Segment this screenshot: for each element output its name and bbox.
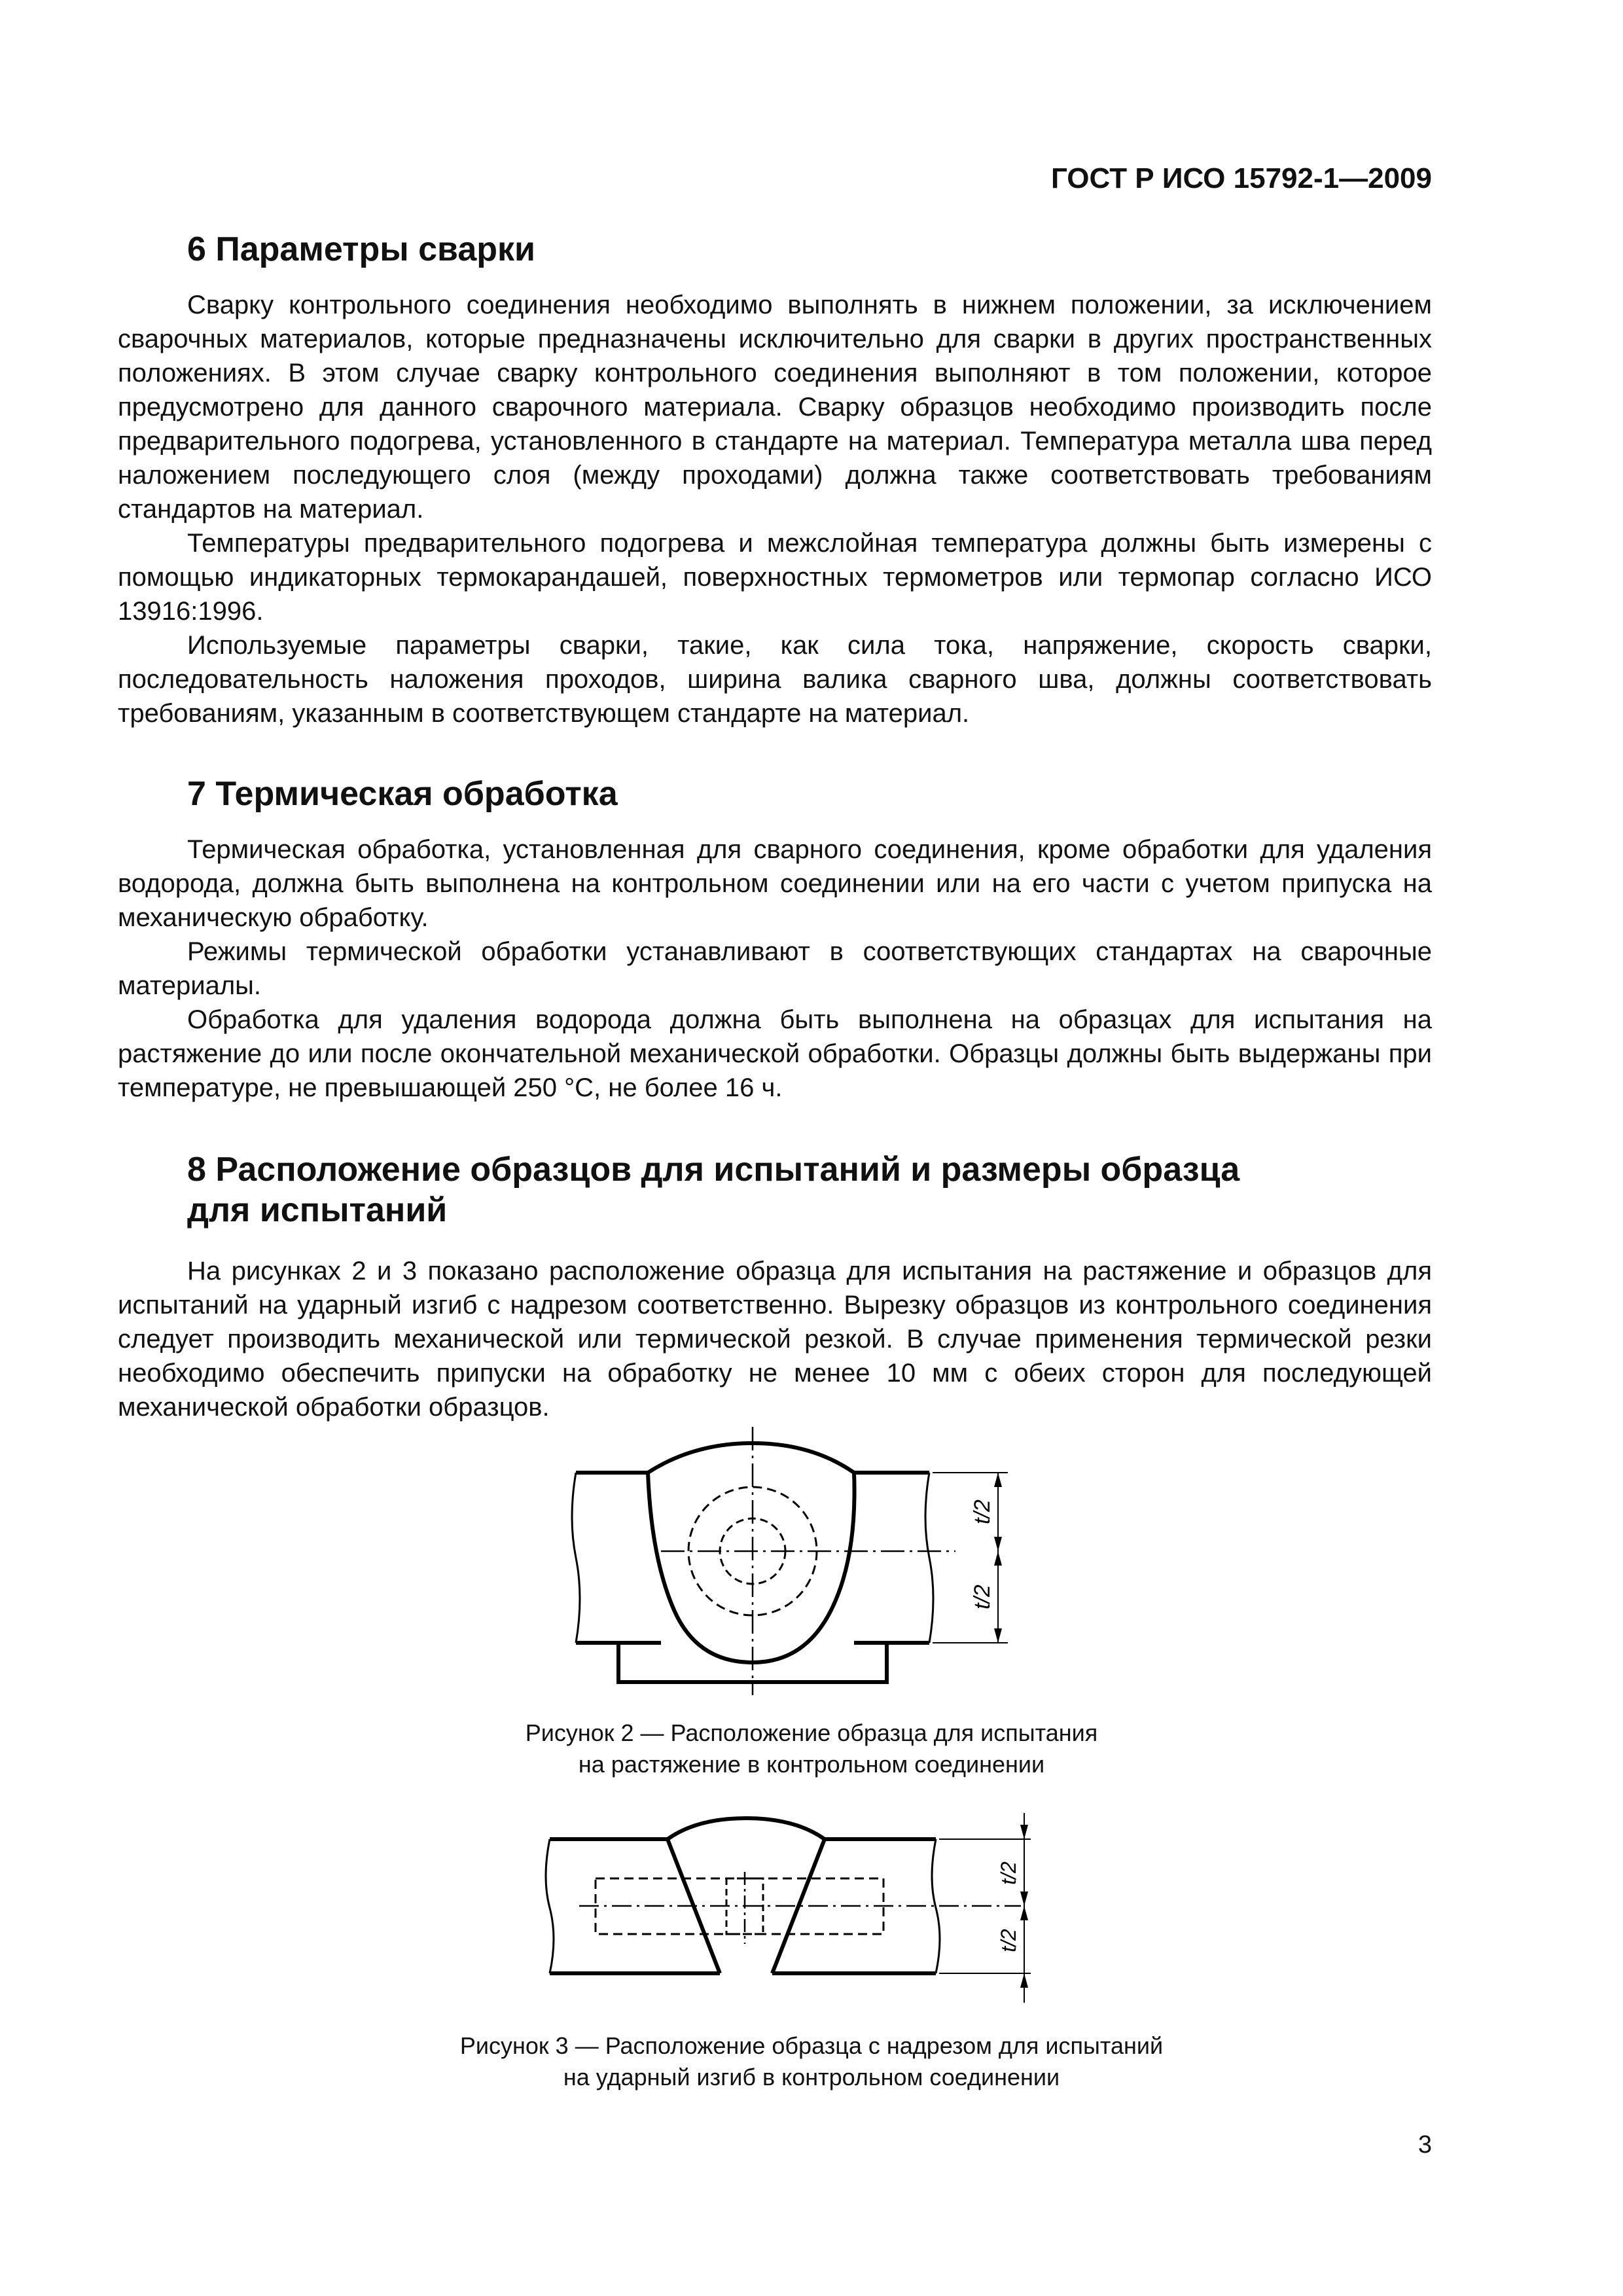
section-7-paragraph-1: Термическая обработка, установленная для сварного соединения, кроме обработки для удаления водорода, должна быть выполнена на контрольном соединении или на его части с учетом припуска на механическую обработку. [118, 835, 1432, 932]
section-8-title-line-1: 8 Расположение образцов для испытаний и размеры образца [187, 1151, 1240, 1189]
plate-break-right [925, 1473, 933, 1643]
right-plate-outline [854, 1473, 929, 1643]
section-8-title [118, 1149, 1432, 1230]
figure-2-caption [0, 1717, 1623, 1780]
page-number: 3 [1418, 2131, 1432, 2159]
section-7-paragraph-3: Обработка для удаления водорода должна быть выполнена на образцах для испытания на растяжение до или после окончательной механической обработки. Образцы должны быть выдержаны при температуре, не превышающей 250 °С, не более 16 ч. [118, 1005, 1432, 1102]
plate-break-left [572, 1473, 580, 1643]
section-6-title: 6 Параметры сварки [187, 230, 536, 268]
figure-3-caption-line-2: на ударный изгиб в контрольном соединении [563, 2064, 1060, 2090]
dimension-label-top: t/2 [970, 1499, 995, 1524]
dimension-label-bottom: t/2 [997, 1929, 1020, 1952]
figure-3-caption-line-1: Рисунок 3 — Расположение образца с надрезом для испытаний [459, 2032, 1164, 2059]
figure-3-caption [0, 2030, 1623, 2093]
section-7-paragraph-2: Режимы термической обработки устанавливают в соответствующих стандартах на сварочные материалы. [118, 937, 1432, 1000]
section-8-title-line-2: для испытаний [187, 1191, 448, 1229]
dimension-label-top: t/2 [997, 1861, 1020, 1885]
figure-2-caption-line-1: Рисунок 2 — Расположение образца для испытания [525, 1719, 1098, 1746]
figure-2-caption-line-2: на растяжение в контрольном соединении [578, 1751, 1045, 1778]
section-6-paragraph-1: Сварку контрольного соединения необходимо выполнять в нижнем положении, за исключением сварочных материалов, которые предназначены исключительно для сварки в других пространственных положениях. В этом случае сварку контрольного соединения выполняют в том положении, которое предусмотрено для данного сварочного материала. Сварку образцов необходимо производить после предварительного подогрева, установленного в стандарте на материал. Температура металла шва перед наложением последующего слоя (между проходами) должна также соответствовать требованиям стандартов на материал. [118, 291, 1432, 524]
weld-cap [668, 1818, 825, 1839]
section-8-paragraph-1: На рисунках 2 и 3 показано расположение образца для испытания на растяжение и образцов для испытаний на ударный изгиб с надрезом соответственно. Вырезку образцов из контрольного соединения следует производить механической или термической резкой. В случае применения термической резки необходимо обеспечить припуски на обработку не менее 10 мм с обеих сторон для последующей механической обработки образцов. [118, 1257, 1432, 1422]
figure-3-drawing [543, 1813, 1060, 2009]
weld-bead [648, 1443, 855, 1662]
section-6-paragraph-3: Используемые параметры сварки, такие, как сила тока, напряжение, скорость сварки, последовательность наложения проходов, ширина валика сварного шва, должны соответствовать требованиям, указанным в соответствующем стандарте на материал. [118, 631, 1432, 728]
figure-2-drawing [563, 1427, 1034, 1702]
section-7-title: 7 Термическая обработка [187, 775, 618, 813]
dimension-label-bottom: t/2 [970, 1585, 995, 1609]
plate-break-left [546, 1839, 554, 1973]
page-content [118, 229, 1432, 1424]
section-6-paragraph-2: Температуры предварительного подогрева и межслойная температура должны быть измерены с помощью индикаторных термокарандашей, поверхностных термометров или термопар согласно ИСО 13916:1996. [118, 529, 1432, 626]
document-header: ГОСТ Р ИСО 15792-1—2009 [1050, 162, 1432, 194]
